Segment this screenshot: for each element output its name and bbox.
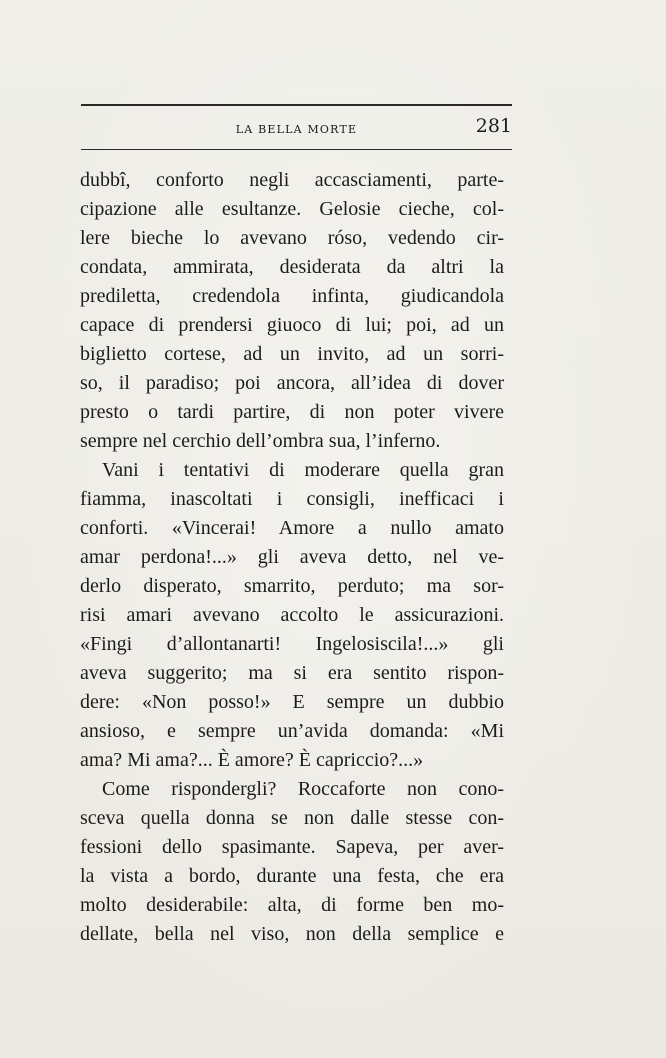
text-line: dubbî, conforto negli accasciamenti, parte- <box>80 169 504 191</box>
text-line: sempre nel cerchio dell’ombra sua, l’inferno. <box>80 430 441 452</box>
text-line: so, il paradiso; poi ancora, all’idea di dover <box>80 372 504 394</box>
text-line: molto desiderabile: alta, di forme ben mo- <box>80 894 504 916</box>
text-line: presto o tardi partire, di non poter vivere <box>80 401 504 423</box>
text-line: dellate, bella nel viso, non della semplice e <box>80 923 504 945</box>
text-line: lere bieche lo avevano róso, vedendo cir- <box>80 227 504 249</box>
text-line: fessioni dello spasimante. Sapeva, per aver- <box>80 836 504 858</box>
text-line: Vani i tentativi di moderare quella gran <box>102 459 504 481</box>
text-line: fiamma, inascoltati i consigli, inefficaci i <box>80 488 504 510</box>
text-line: ansioso, e sempre un’avida domanda: «Mi <box>80 720 504 742</box>
text-line: Come rispondergli? Roccaforte non cono- <box>102 778 504 800</box>
running-head <box>81 115 512 141</box>
text-line: la vista a bordo, durante una festa, che era <box>80 865 504 887</box>
text-line: risi amari avevano accolto le assicurazioni. <box>80 604 504 626</box>
text-line: condata, ammirata, desiderata da altri la <box>80 256 504 278</box>
text-line: sceva quella donna se non dalle stesse con- <box>80 807 504 829</box>
text-line: aveva suggerito; ma si era sentito rispon- <box>80 662 504 684</box>
text-line: dere: «Non posso!» E sempre un dubbio <box>80 691 504 713</box>
body-text <box>80 166 504 949</box>
running-title: LA BELLA MORTE <box>235 123 358 136</box>
text-line: ama? Mi ama?... È amore? È capriccio?...» <box>80 749 424 771</box>
text-line: «Fingi d’allontanarti! Ingelosiscila!...» gli <box>80 633 504 655</box>
text-line: prediletta, credendola infinta, giudicandola <box>80 285 504 307</box>
text-line: conforti. «Vincerai! Amore a nullo amato <box>80 517 504 539</box>
text-line: amar perdona!...» gli aveva detto, nel ve- <box>80 546 504 568</box>
header-rule-top <box>81 104 512 106</box>
text-line: cipazione alle esultanze. Gelosie cieche, col- <box>80 198 504 220</box>
page-number: 281 <box>475 115 512 137</box>
header-rule-bottom <box>81 149 512 150</box>
text-line: capace di prendersi giuoco di lui; poi, ad un <box>80 314 504 336</box>
text-line: biglietto cortese, ad un invito, ad un sorri- <box>80 343 504 365</box>
text-line: derlo disperato, smarrito, perduto; ma sor- <box>80 575 504 597</box>
